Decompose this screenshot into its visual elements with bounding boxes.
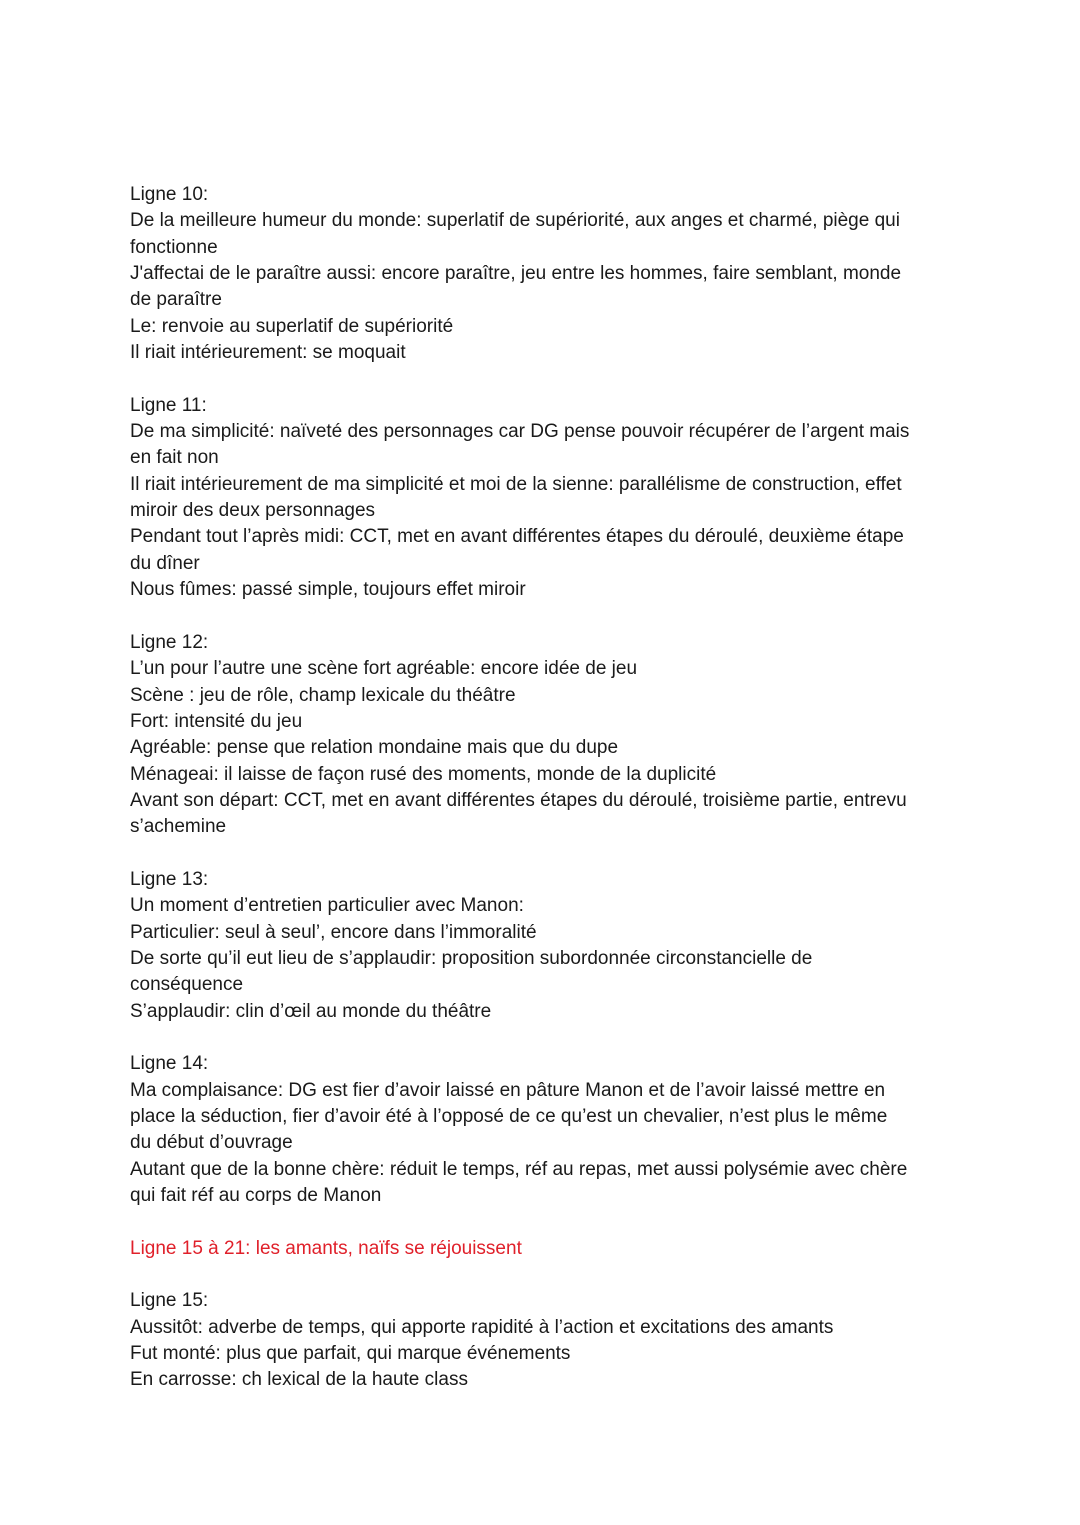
section-heading (130, 1236, 990, 1262)
text-line: De ma simplicité: naïveté des personnages car DG pense pouvoir récupérer de l’argent mais (130, 421, 910, 443)
text-line: Agréable: pense que relation mondaine mais que du dupe (130, 737, 619, 759)
text-line: De la meilleure humeur du monde: superlatif de supériorité, aux anges et charmé, piège qui (130, 210, 900, 232)
text-line: Aussitôt: adverbe de temps, qui apporte rapidité à l’action et excitations des amants (130, 1316, 834, 1338)
text-line: place la séduction, fier d’avoir été à l’opposé de ce qu’est un chevalier, n’est plus le même (130, 1106, 888, 1128)
text-line: J'affectai de le paraître aussi: encore paraître, jeu entre les hommes, faire semblant, monde (130, 263, 902, 285)
text-line: conséquence (130, 974, 244, 996)
line-heading: Ligne 14: (130, 1053, 209, 1075)
text-line: Ligne 15 à 21: les amants, naïfs se réjouissent (130, 1237, 522, 1259)
text-line: miroir des deux personnages (130, 500, 376, 522)
note-paragraph (130, 182, 990, 366)
text-line: Il riait intérieurement de ma simplicité et moi de la sienne: parallélisme de construction, effet (130, 473, 902, 495)
note-paragraph (130, 393, 990, 604)
text-line: en fait non (130, 447, 219, 469)
text-line: S’applaudir: clin d’œil au monde du théâtre (130, 1000, 492, 1022)
text-line: Un moment d’entretien particulier avec Manon: (130, 895, 524, 917)
text-line: Ménageai: il laisse de façon rusé des moments, monde de la duplicité (130, 763, 717, 785)
line-heading: Ligne 12: (130, 631, 209, 653)
text-line: Fut monté: plus que parfait, qui marque événements (130, 1343, 571, 1365)
line-heading: Ligne 13: (130, 868, 209, 890)
text-line: du début d’ouvrage (130, 1132, 293, 1154)
text-line: Nous fûmes: passé simple, toujours effet miroir (130, 579, 526, 601)
note-paragraph (130, 867, 990, 1025)
text-line: du dîner (130, 552, 200, 574)
text-line: Avant son départ: CCT, met en avant différentes étapes du déroulé, troisième partie, entrevu (130, 789, 907, 811)
text-line: fonctionne (130, 236, 218, 258)
text-line: Fort: intensité du jeu (130, 710, 303, 732)
text-line: Pendant tout l’après midi: CCT, met en avant différentes étapes du déroulé, deuxième étape (130, 526, 904, 548)
text-line: de paraître (130, 289, 222, 311)
text-line: En carrosse: ch lexical de la haute class (130, 1369, 468, 1391)
text-line: Il riait intérieurement: se moquait (130, 342, 406, 364)
text-line: Autant que de la bonne chère: réduit le temps, réf au repas, met aussi polysémie avec chère (130, 1158, 908, 1180)
text-line: Le: renvoie au superlatif de supériorité (130, 315, 454, 337)
text-line: s’achemine (130, 816, 227, 838)
text-line: Scène : jeu de rôle, champ lexicale du théâtre (130, 684, 516, 706)
line-heading: Ligne 15: (130, 1290, 209, 1312)
line-heading: Ligne 11: (130, 394, 207, 416)
text-line: De sorte qu’il eut lieu de s’applaudir: proposition subordonnée circonstancielle de (130, 947, 813, 969)
text-line: Particulier: seul à seul’, encore dans l’immoralité (130, 921, 537, 943)
text-line: qui fait réf au corps de Manon (130, 1185, 382, 1207)
note-paragraph (130, 1288, 990, 1393)
line-heading: Ligne 10: (130, 184, 209, 205)
text-line: Ma complaisance: DG est fier d’avoir laissé en pâture Manon et de l’avoir laissé mettre en (130, 1079, 886, 1101)
text-line: L’un pour l’autre une scène fort agréable: encore idée de jeu (130, 658, 638, 680)
note-paragraph (130, 1051, 990, 1209)
document-body (130, 182, 990, 1420)
note-paragraph (130, 630, 990, 841)
